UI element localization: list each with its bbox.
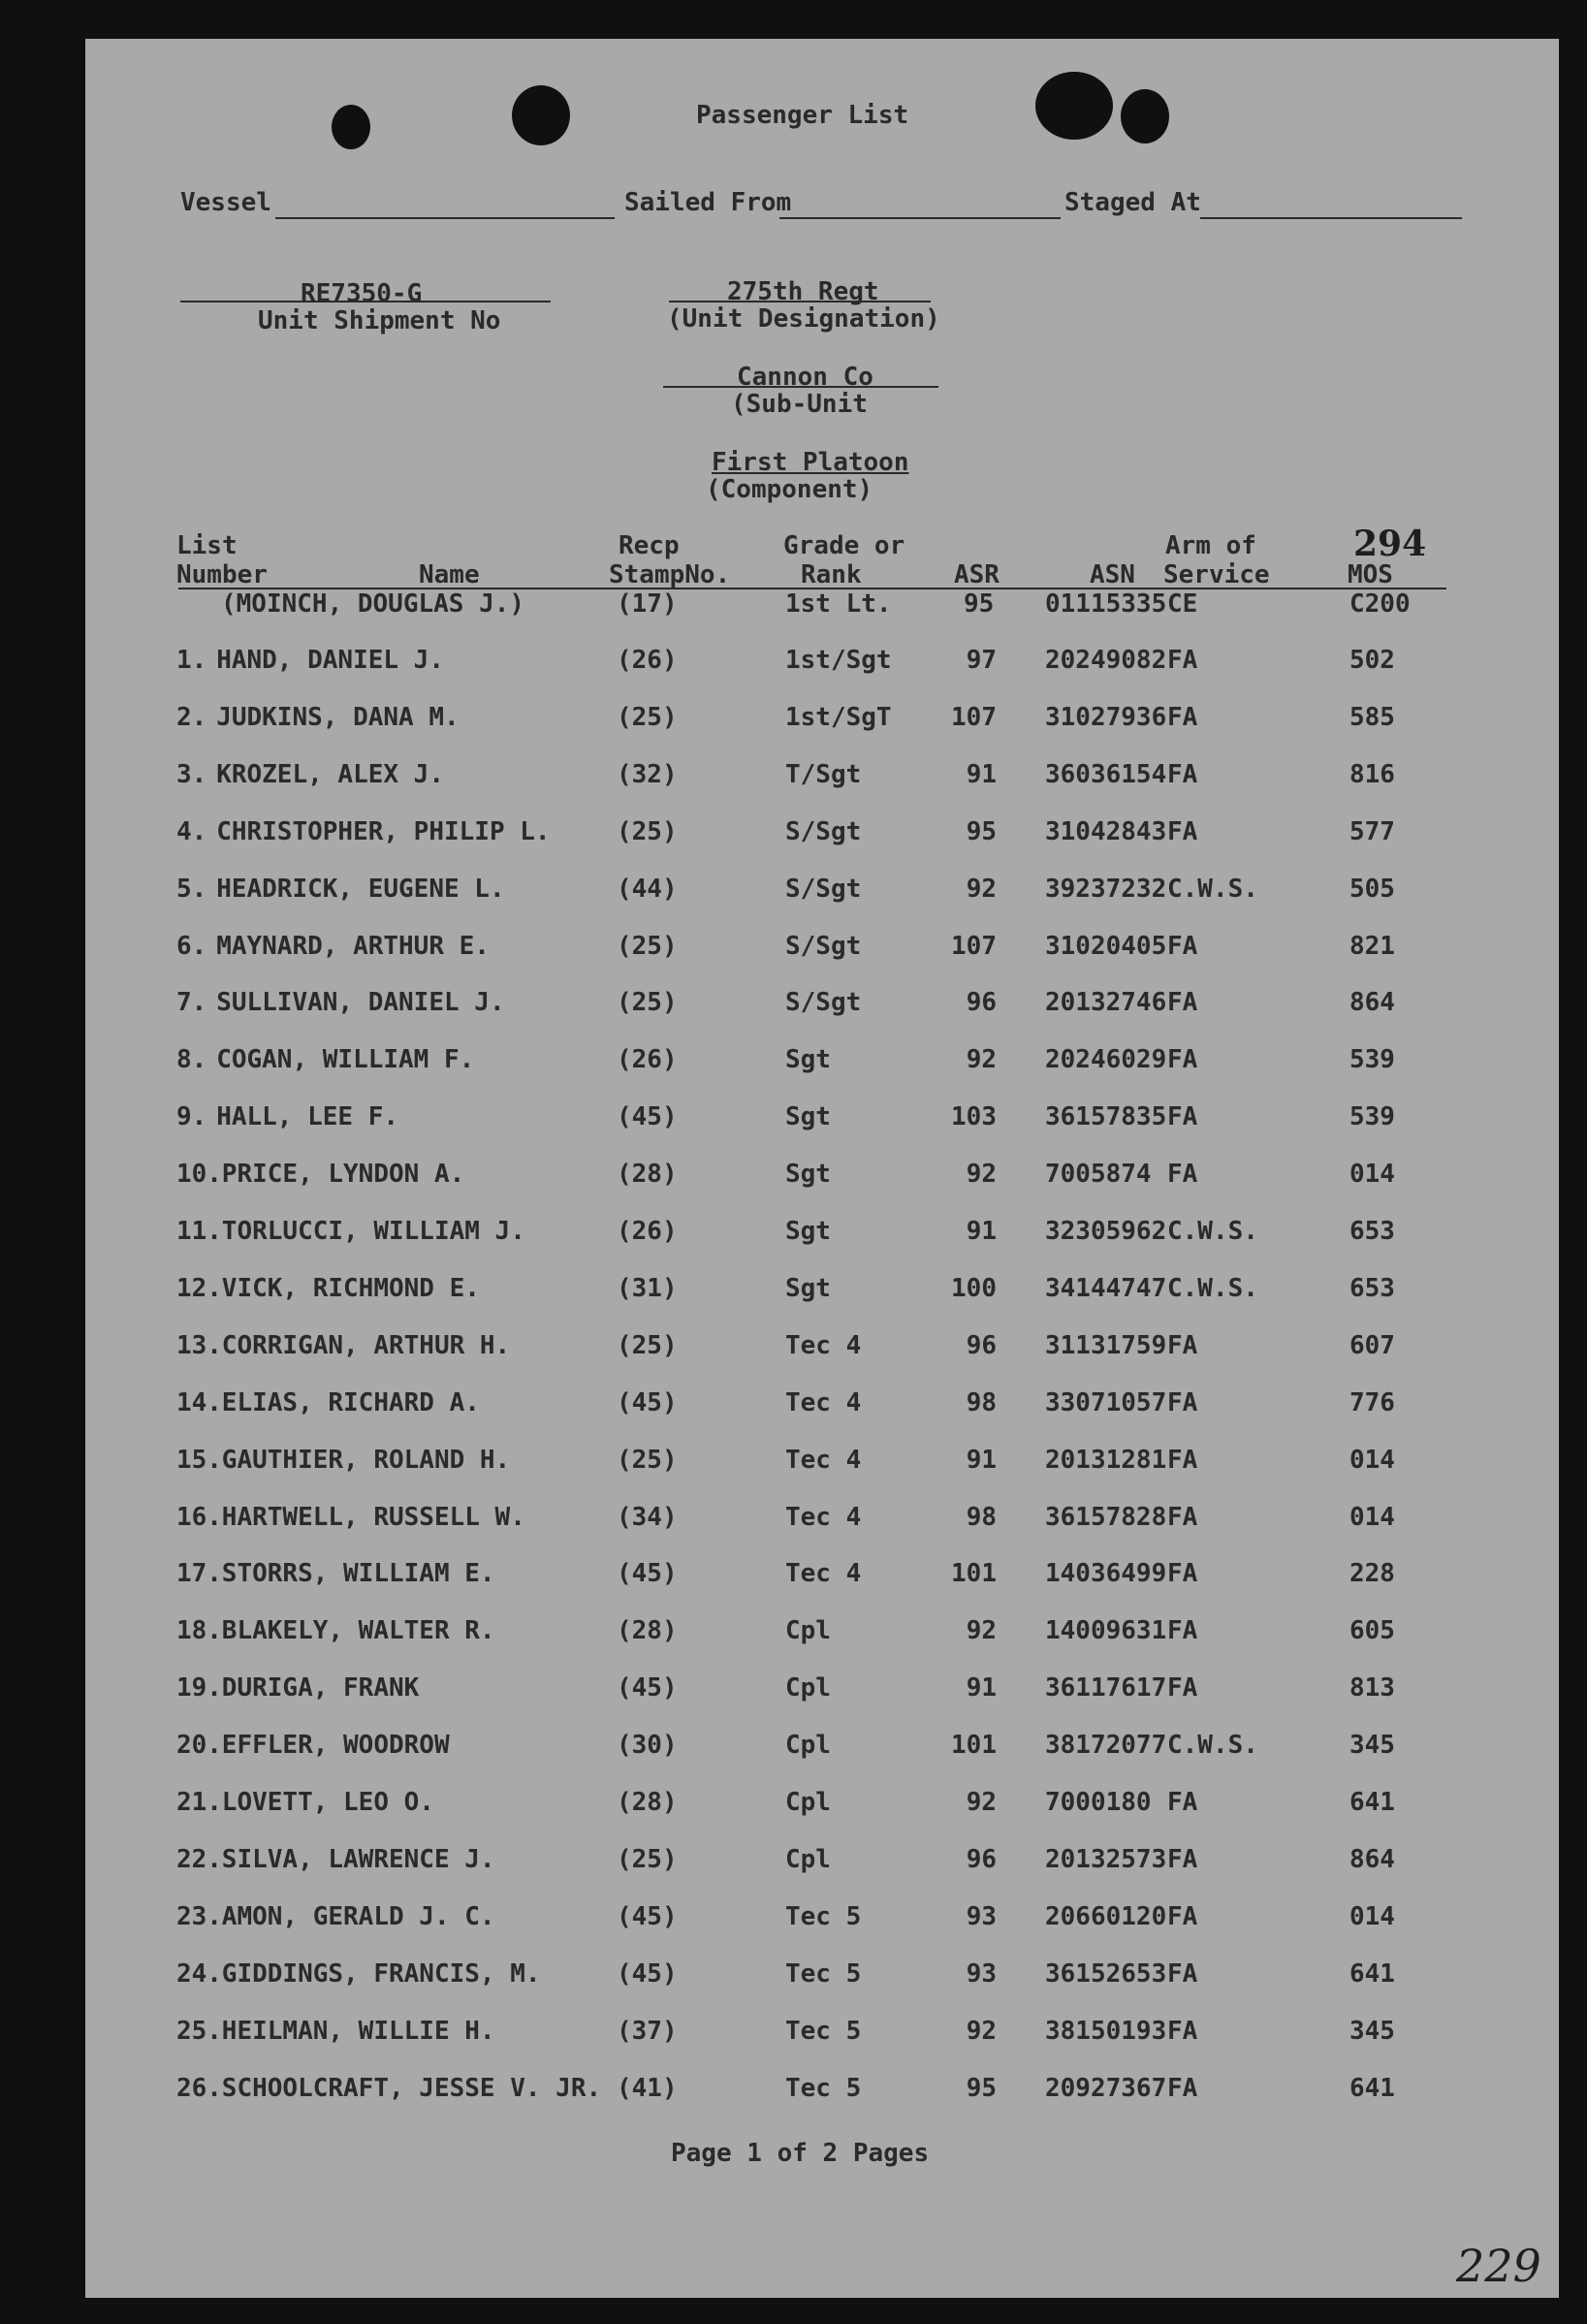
staged-at-blank — [1200, 217, 1462, 219]
asn-number: 7005874 — [1045, 1160, 1152, 1190]
grade-rank: S/Sgt — [785, 816, 862, 846]
list-number: 15. — [176, 1445, 222, 1475]
grade-rank: 1st/Sgt — [785, 646, 892, 675]
recp-stamp-no: (25) — [617, 931, 678, 961]
arm-of-service: FA — [1167, 759, 1198, 789]
arm-of-service: FA — [1167, 931, 1198, 961]
asn-number: 31027936 — [1045, 702, 1167, 732]
grade-rank: S/Sgt — [785, 988, 862, 1018]
page-title: Passenger List — [696, 101, 909, 130]
asr-score: 92 — [966, 1788, 997, 1817]
arm-of-service: FA — [1167, 1616, 1198, 1646]
col-grade-2: Rank — [801, 560, 862, 589]
asr-score: 96 — [966, 1330, 997, 1360]
col-list-2: Number — [176, 560, 268, 589]
list-number: 25. — [176, 2016, 222, 2046]
list-number: 4. — [176, 816, 207, 846]
passenger-name: SILVA, LAWRENCE J. — [221, 1844, 495, 1874]
recp-stamp-no: (30) — [617, 1731, 678, 1761]
passenger-name: VICK, RICHMOND E. — [221, 1273, 480, 1303]
passenger-name: GIDDINGS, FRANCIS, M. — [221, 1958, 541, 1989]
document-sheet — [85, 39, 1559, 2298]
mos-code: 821 — [1349, 931, 1395, 961]
asn-number: 31042843 — [1045, 816, 1167, 846]
col-asr: ASR — [954, 560, 1000, 589]
grade-rank: Cpl — [785, 1616, 831, 1646]
mos-code: 014 — [1349, 1502, 1395, 1532]
mos-code: 345 — [1349, 2016, 1395, 2046]
grade-rank: Sgt — [785, 1160, 831, 1190]
officer-mos: C200 — [1349, 589, 1411, 619]
grade-rank: Sgt — [785, 1045, 831, 1075]
officer-asr: 95 — [964, 589, 995, 619]
officer-asn: 01115335 — [1045, 589, 1167, 619]
asr-score: 93 — [966, 1901, 997, 1931]
mos-code: 014 — [1349, 1160, 1395, 1190]
col-arm-1: Arm of — [1165, 531, 1256, 560]
asr-score: 92 — [966, 2016, 997, 2046]
mos-code: 345 — [1349, 1731, 1395, 1761]
asr-score: 95 — [966, 816, 997, 846]
component-label: (Component) — [706, 475, 873, 504]
list-number: 13. — [176, 1330, 222, 1360]
list-number: 12. — [176, 1273, 222, 1303]
grade-rank: Sgt — [785, 1102, 831, 1132]
list-number: 3. — [176, 759, 207, 789]
col-recp-2: StampNo. — [609, 560, 731, 589]
passenger-name: SCHOOLCRAFT, JESSE V. JR. — [221, 2073, 602, 2103]
arm-of-service: FA — [1167, 1102, 1198, 1132]
mos-code: 014 — [1349, 1445, 1395, 1475]
asr-score: 92 — [966, 874, 997, 904]
passenger-name: TORLUCCI, WILLIAM J. — [221, 1217, 525, 1246]
passenger-name: LOVETT, LEO O. — [221, 1788, 434, 1817]
arm-of-service: C.W.S. — [1167, 1217, 1258, 1246]
unit-shipment-label: Unit Shipment No — [258, 306, 501, 335]
grade-rank: Tec 5 — [785, 1958, 862, 1989]
recp-stamp-no: (25) — [617, 1330, 678, 1360]
asn-number: 20131281 — [1045, 1445, 1167, 1475]
mos-code: 502 — [1349, 646, 1395, 675]
asr-score: 96 — [966, 988, 997, 1018]
mos-code: 641 — [1349, 2073, 1395, 2103]
grade-rank: Tec 5 — [785, 2016, 862, 2046]
list-number: 20. — [176, 1731, 222, 1761]
arm-of-service: FA — [1167, 2073, 1198, 2103]
grade-rank: Tec 5 — [785, 2073, 862, 2103]
mos-code: 776 — [1349, 1387, 1395, 1417]
list-number: 26. — [176, 2073, 222, 2103]
asr-score: 92 — [966, 1160, 997, 1190]
recp-stamp-no: (34) — [617, 1502, 678, 1532]
mos-code: 653 — [1349, 1273, 1395, 1303]
grade-rank: Cpl — [785, 1788, 831, 1817]
passenger-name: ELIAS, RICHARD A. — [221, 1387, 480, 1417]
mos-code: 653 — [1349, 1217, 1395, 1246]
sailed-from-blank — [779, 217, 1061, 219]
asr-score: 91 — [966, 1673, 997, 1703]
recp-stamp-no: (26) — [617, 1045, 678, 1075]
asn-number: 36157835 — [1045, 1102, 1167, 1132]
list-number: 2. — [176, 702, 207, 732]
asn-number: 20927367 — [1045, 2073, 1167, 2103]
recp-stamp-no: (28) — [617, 1616, 678, 1646]
asr-score: 91 — [966, 1445, 997, 1475]
recp-stamp-no: (31) — [617, 1273, 678, 1303]
passenger-name: MAYNARD, ARTHUR E. — [216, 931, 490, 961]
col-recp-1: Recp — [619, 531, 680, 560]
asn-number: 34144747 — [1045, 1273, 1167, 1303]
asn-number: 20132573 — [1045, 1844, 1167, 1874]
mos-code: 813 — [1349, 1673, 1395, 1703]
mos-code: 577 — [1349, 816, 1395, 846]
vessel-blank — [275, 217, 615, 219]
stamp-number: 294 — [1353, 524, 1427, 564]
arm-of-service: FA — [1167, 1559, 1198, 1589]
shipment-rule — [180, 301, 551, 302]
recp-stamp-no: (45) — [617, 1958, 678, 1989]
asr-score: 97 — [966, 646, 997, 675]
passenger-name: PRICE, LYNDON A. — [221, 1160, 465, 1190]
recp-stamp-no: (32) — [617, 759, 678, 789]
grade-rank: S/Sgt — [785, 931, 862, 961]
list-number: 7. — [176, 988, 207, 1018]
list-number: 18. — [176, 1616, 222, 1646]
list-number: 22. — [176, 1844, 222, 1874]
arm-of-service: FA — [1167, 1844, 1198, 1874]
asr-score: 95 — [966, 2073, 997, 2103]
asn-number: 31020405 — [1045, 931, 1167, 961]
col-mos: MOS — [1348, 560, 1393, 589]
grade-rank: Cpl — [785, 1673, 831, 1703]
mos-code: 641 — [1349, 1958, 1395, 1989]
asr-score: 91 — [966, 1217, 997, 1246]
asr-score: 92 — [966, 1045, 997, 1075]
mos-code: 864 — [1349, 988, 1395, 1018]
arm-of-service: FA — [1167, 646, 1198, 675]
recp-stamp-no: (25) — [617, 702, 678, 732]
asr-score: 101 — [951, 1559, 997, 1589]
officer-name: (MOINCH, DOUGLAS J.) — [221, 589, 525, 619]
grade-rank: Cpl — [785, 1844, 831, 1874]
recp-stamp-no: (26) — [617, 646, 678, 675]
asn-number: 20246029 — [1045, 1045, 1167, 1075]
list-number: 10. — [176, 1160, 222, 1190]
arm-of-service: FA — [1167, 1673, 1198, 1703]
arm-of-service: FA — [1167, 1387, 1198, 1417]
col-list-1: List — [176, 531, 238, 560]
punch-hole — [1035, 72, 1113, 140]
officer-grade: 1st Lt. — [785, 589, 892, 619]
arm-of-service: FA — [1167, 1045, 1198, 1075]
passenger-name: EFFLER, WOODROW — [221, 1731, 450, 1761]
grade-rank: Sgt — [785, 1217, 831, 1246]
recp-stamp-no: (45) — [617, 1901, 678, 1931]
officer-arm: CE — [1167, 589, 1198, 619]
mos-code: 228 — [1349, 1559, 1395, 1589]
list-number: 6. — [176, 931, 207, 961]
mos-code: 539 — [1349, 1045, 1395, 1075]
passenger-name: AMON, GERALD J. C. — [221, 1901, 495, 1931]
grade-rank: 1st/SgT — [785, 702, 892, 732]
asn-number: 36157828 — [1045, 1502, 1167, 1532]
arm-of-service: FA — [1167, 1330, 1198, 1360]
asr-score: 98 — [966, 1387, 997, 1417]
recp-stamp-no: (45) — [617, 1102, 678, 1132]
asr-score: 100 — [951, 1273, 997, 1303]
staged-at-label: Staged At — [1064, 188, 1201, 217]
list-number: 23. — [176, 1901, 222, 1931]
handwritten-number: 229 — [1456, 2240, 1541, 2292]
asn-number: 38172077 — [1045, 1731, 1167, 1761]
passenger-name: HALL, LEE F. — [216, 1102, 399, 1132]
list-number: 9. — [176, 1102, 207, 1132]
asr-score: 98 — [966, 1502, 997, 1532]
passenger-name: GAUTHIER, ROLAND H. — [221, 1445, 511, 1475]
asn-number: 36152653 — [1045, 1958, 1167, 1989]
asn-number: 20660120 — [1045, 1901, 1167, 1931]
asr-score: 91 — [966, 759, 997, 789]
mos-code: 605 — [1349, 1616, 1395, 1646]
col-grade-1: Grade or — [783, 531, 905, 560]
asr-score: 107 — [951, 931, 997, 961]
asn-number: 36117617 — [1045, 1673, 1167, 1703]
col-name: Name — [419, 560, 480, 589]
grade-rank: Tec 4 — [785, 1502, 862, 1532]
passenger-name: HAND, DANIEL J. — [216, 646, 444, 675]
col-arm-2: Service — [1163, 560, 1270, 589]
asn-number: 20132746 — [1045, 988, 1167, 1018]
mos-code: 014 — [1349, 1901, 1395, 1931]
grade-rank: Sgt — [785, 1273, 831, 1303]
unit-shipment-no: RE7350-G — [301, 279, 423, 308]
page-indicator: Page 1 of 2 Pages — [671, 2139, 930, 2168]
officer-recp: (17) — [617, 589, 678, 619]
arm-of-service: FA — [1167, 1502, 1198, 1532]
asn-number: 38150193 — [1045, 2016, 1167, 2046]
asr-score: 96 — [966, 1844, 997, 1874]
arm-of-service: C.W.S. — [1167, 874, 1258, 904]
asr-score: 93 — [966, 1958, 997, 1989]
asn-number: 7000180 — [1045, 1788, 1152, 1817]
punch-hole — [512, 85, 570, 145]
grade-rank: Tec 4 — [785, 1330, 862, 1360]
recp-stamp-no: (45) — [617, 1673, 678, 1703]
asn-number: 33071057 — [1045, 1387, 1167, 1417]
recp-stamp-no: (26) — [617, 1217, 678, 1246]
passenger-name: CHRISTOPHER, PHILIP L. — [216, 816, 551, 846]
list-number: 19. — [176, 1673, 222, 1703]
asr-score: 103 — [951, 1102, 997, 1132]
list-number: 11. — [176, 1217, 222, 1246]
sub-unit: Cannon Co — [737, 363, 873, 392]
recp-stamp-no: (44) — [617, 874, 678, 904]
unit-designation: 275th Regt — [727, 277, 879, 306]
mos-code: 816 — [1349, 759, 1395, 789]
arm-of-service: C.W.S. — [1167, 1273, 1258, 1303]
asn-number: 39237232 — [1045, 874, 1167, 904]
recp-stamp-no: (37) — [617, 2016, 678, 2046]
arm-of-service: FA — [1167, 1958, 1198, 1989]
arm-of-service: FA — [1167, 1901, 1198, 1931]
recp-stamp-no: (25) — [617, 816, 678, 846]
list-number: 21. — [176, 1788, 222, 1817]
asn-number: 14036499 — [1045, 1559, 1167, 1589]
arm-of-service: FA — [1167, 1445, 1198, 1475]
arm-of-service: FA — [1167, 816, 1198, 846]
list-number: 8. — [176, 1045, 207, 1075]
recp-stamp-no: (28) — [617, 1160, 678, 1190]
passenger-name: STORRS, WILLIAM E. — [221, 1559, 495, 1589]
col-asn: ASN — [1090, 560, 1135, 589]
asn-number: 36036154 — [1045, 759, 1167, 789]
asr-score: 92 — [966, 1616, 997, 1646]
recp-stamp-no: (25) — [617, 988, 678, 1018]
passenger-name: SULLIVAN, DANIEL J. — [216, 988, 505, 1018]
vessel-label: Vessel — [180, 188, 271, 217]
passenger-name: CORRIGAN, ARTHUR H. — [221, 1330, 511, 1360]
sub-unit-rule — [663, 386, 938, 388]
list-number: 14. — [176, 1387, 222, 1417]
sub-unit-label: (Sub-Unit — [731, 390, 868, 419]
passenger-name: HEADRICK, EUGENE L. — [216, 874, 505, 904]
grade-rank: Tec 5 — [785, 1901, 862, 1931]
passenger-name: JUDKINS, DANA M. — [216, 702, 460, 732]
list-number: 17. — [176, 1559, 222, 1589]
list-number: 16. — [176, 1502, 222, 1532]
arm-of-service: FA — [1167, 2016, 1198, 2046]
mos-code: 641 — [1349, 1788, 1395, 1817]
mos-code: 864 — [1349, 1844, 1395, 1874]
asn-number: 31131759 — [1045, 1330, 1167, 1360]
list-number: 24. — [176, 1958, 222, 1989]
grade-rank: T/Sgt — [785, 759, 862, 789]
recp-stamp-no: (41) — [617, 2073, 678, 2103]
grade-rank: Tec 4 — [785, 1445, 862, 1475]
recp-stamp-no: (25) — [617, 1844, 678, 1874]
asn-number: 20249082 — [1045, 646, 1167, 675]
punch-hole — [332, 105, 370, 149]
passenger-name: HEILMAN, WILLIE H. — [221, 2016, 495, 2046]
mos-code: 505 — [1349, 874, 1395, 904]
arm-of-service: C.W.S. — [1167, 1731, 1258, 1761]
grade-rank: S/Sgt — [785, 874, 862, 904]
passenger-name: BLAKELY, WALTER R. — [221, 1616, 495, 1646]
unit-designation-label: (Unit Designation) — [667, 304, 940, 334]
list-number: 1. — [176, 646, 207, 675]
passenger-name: DURIGA, FRANK — [221, 1673, 420, 1703]
grade-rank: Cpl — [785, 1731, 831, 1761]
asn-number: 32305962 — [1045, 1217, 1167, 1246]
arm-of-service: FA — [1167, 702, 1198, 732]
list-number: 5. — [176, 874, 207, 904]
passenger-name: HARTWELL, RUSSELL W. — [221, 1502, 525, 1532]
arm-of-service: FA — [1167, 988, 1198, 1018]
recp-stamp-no: (45) — [617, 1387, 678, 1417]
asr-score: 101 — [951, 1731, 997, 1761]
mos-code: 539 — [1349, 1102, 1395, 1132]
grade-rank: Tec 4 — [785, 1387, 862, 1417]
asr-score: 107 — [951, 702, 997, 732]
passenger-name: COGAN, WILLIAM F. — [216, 1045, 475, 1075]
grade-rank: Tec 4 — [785, 1559, 862, 1589]
arm-of-service: FA — [1167, 1160, 1198, 1190]
punch-hole — [1121, 89, 1169, 143]
mos-code: 607 — [1349, 1330, 1395, 1360]
recp-stamp-no: (28) — [617, 1788, 678, 1817]
passenger-name: KROZEL, ALEX J. — [216, 759, 444, 789]
arm-of-service: FA — [1167, 1788, 1198, 1817]
recp-stamp-no: (45) — [617, 1559, 678, 1589]
component: First Platoon — [712, 448, 909, 477]
recp-stamp-no: (25) — [617, 1445, 678, 1475]
asn-number: 14009631 — [1045, 1616, 1167, 1646]
designation-rule — [669, 301, 931, 302]
mos-code: 585 — [1349, 702, 1395, 732]
sailed-from-label: Sailed From — [624, 188, 792, 217]
